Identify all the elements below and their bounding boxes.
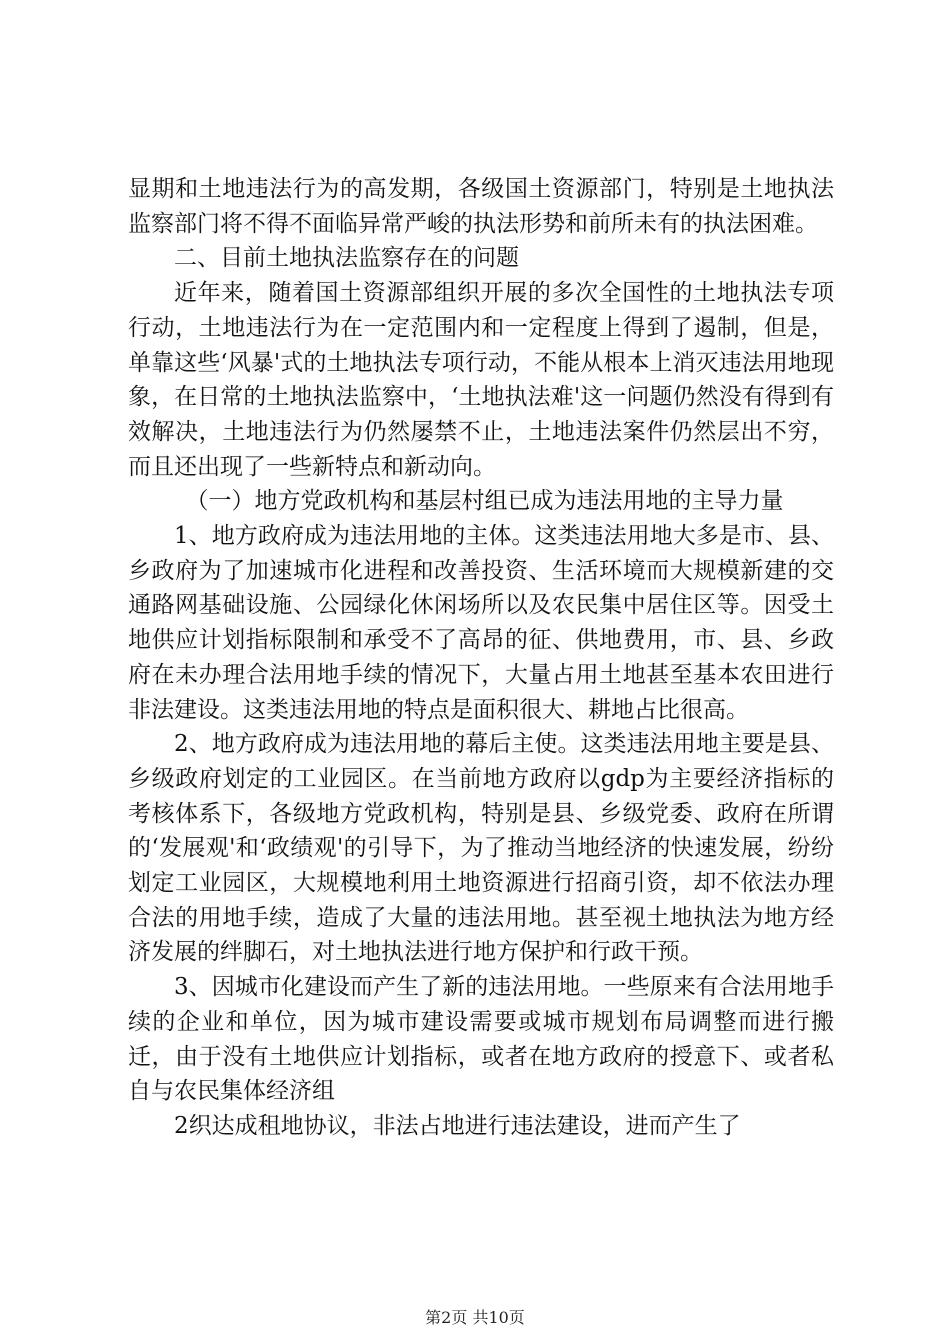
paragraph-continued-line: 2织达成租地协议，非法占地进行违法建设，进而产生了 [174,1112,741,1139]
paragraph-recent-years: 近年来，随着国土资源部组织开展的多次全国性的土地执法专项行动，土地违法行为在一定范围内和一定程度上得到了遏制，但是，单靠这些‘风暴'式的土地执法专项行动，不能从根本上消灭违法用地现象，在日常的土地执法监察中，‘土地执法难'这一问题仍然没有得到有效解决，土地违法行为仍然屡禁不止，土地违法案件仍然层出不穷，而且还出现了一些新特点和新动向。 [128,280,834,480]
section-heading-2: 二、目前土地执法监察存在的问题 [174,245,519,272]
subsection-heading-1: （一）地方党政机构和基层村组已成为违法用地的主导力量 [185,488,784,515]
paragraph-item-1: 1、地方政府成为违法用地的主体。这类违法用地大多是市、县、乡政府为了加速城市化进程和改善投资、生活环境而大规模新建的交通路网基础设施、公园绿化休闲场所以及农民集中居住区等。因受土地供应计划指标限制和承受不了高昂的征、供地费用，市、县、乡政府在未办理合法用地手续的情况下，大量占用土地甚至基本农田进行非法建设。这类违法用地的特点是面积很大、耕地占比很高。 [128,523,834,723]
document-body [128,172,834,1144]
paragraph-item-3: 3、因城市化建设而产生了新的违法用地。一些原来有合法用地手续的企业和单位，因为城市建设需要或城市规划布局调整而进行搬迁，由于没有土地供应计划指标，或者在地方政府的授意下、或者私自与农民集体经济组 [128,974,834,1105]
page-number-footer: 第2页 共10页 [425,1308,525,1327]
paragraph-continuation: 显期和土地违法行为的高发期，各级国土资源部门，特别是土地执法监察部门将不得不面临异常严峻的执法形势和前所未有的执法困难。 [128,176,834,237]
paragraph-item-2: 2、地方政府成为违法用地的幕后主使。这类违法用地主要是县、乡级政府划定的工业园区。在当前地方政府以gdp为主要经济指标的考核体系下，各级地方党政机构，特别是县、乡级党委、政府在所谓的‘发展观'和‘政绩观'的引导下，为了推动当地经济的快速发展，纷纷划定工业园区，大规模地利用土地资源进行招商引资，却不依法办理合法的用地手续，造成了大量的违法用地。甚至视土地执法为地方经济发展的绊脚石，对土地执法进行地方保护和行政干预。 [128,731,834,966]
